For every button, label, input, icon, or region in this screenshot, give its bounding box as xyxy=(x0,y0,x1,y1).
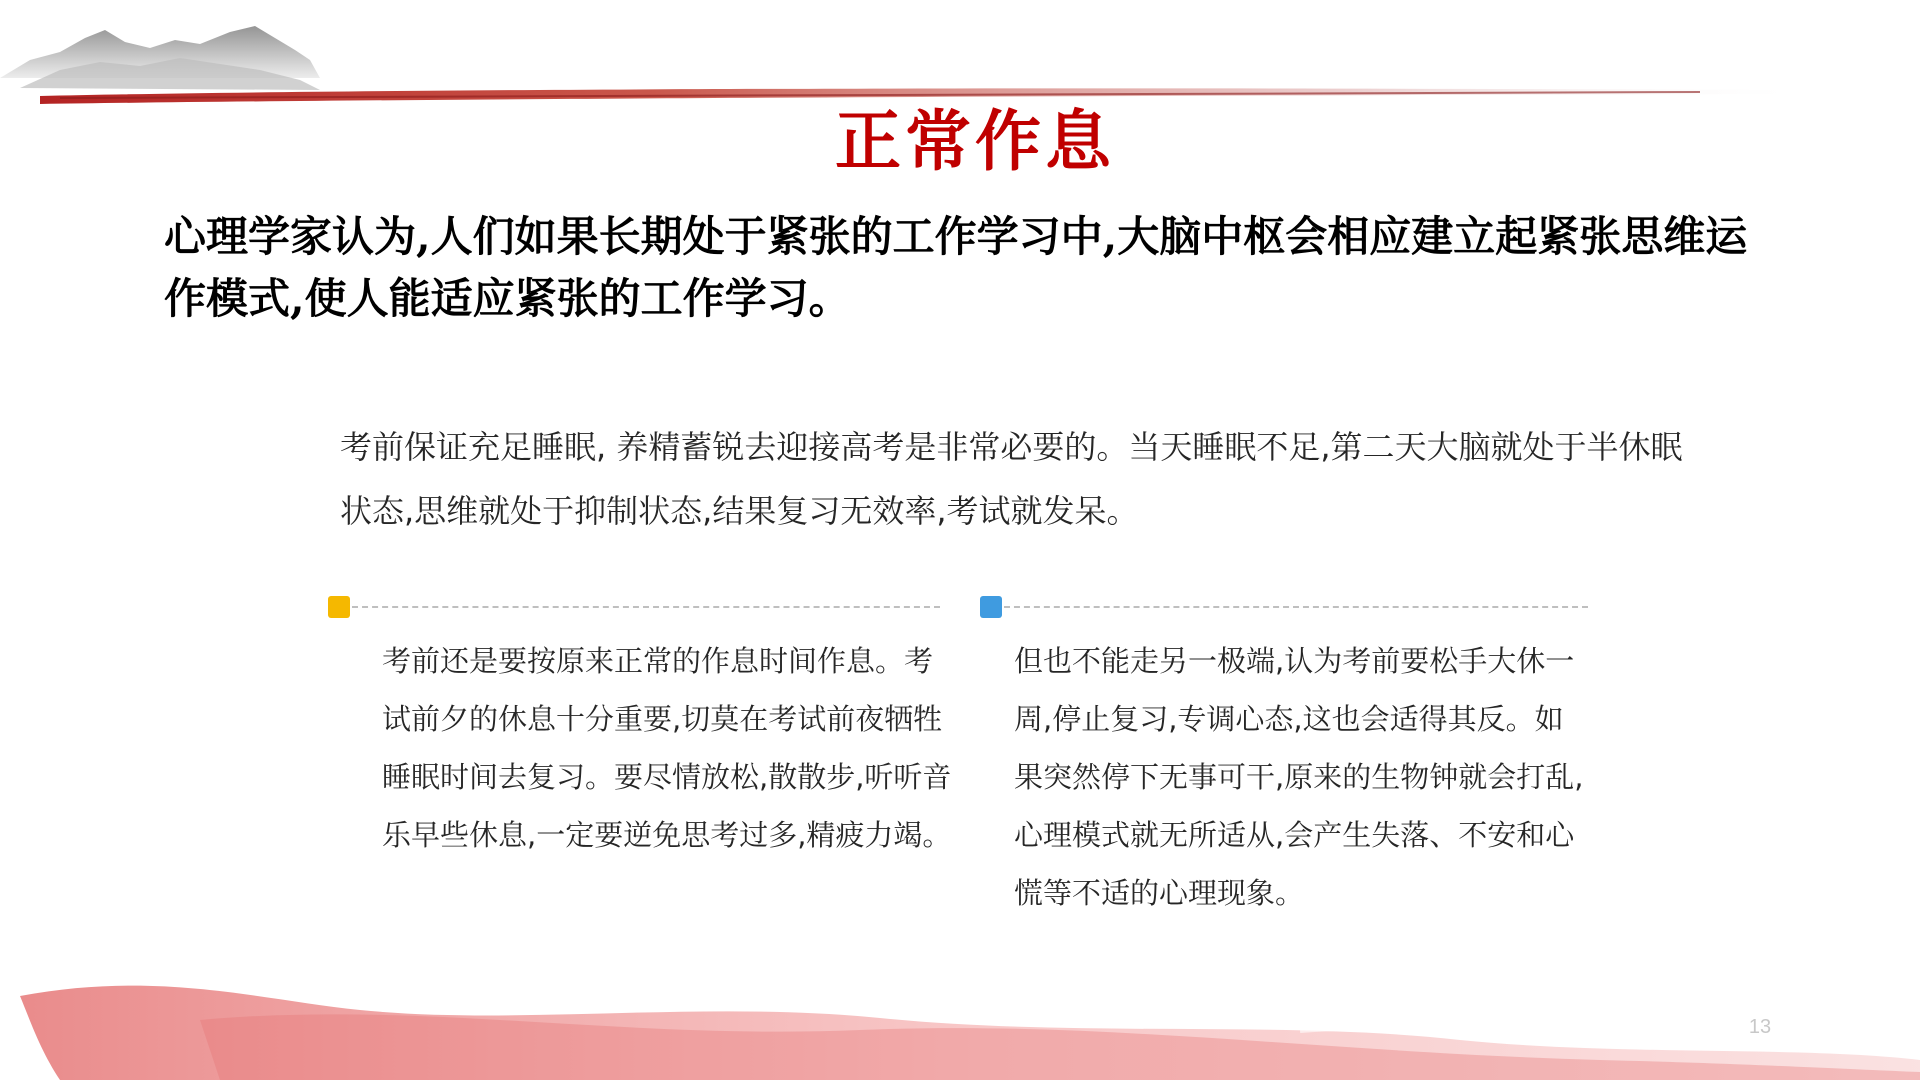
dashed-divider xyxy=(352,606,940,608)
right-column-header xyxy=(980,596,1588,618)
red-ribbon-decoration xyxy=(0,960,1920,1080)
dashed-divider xyxy=(1004,606,1588,608)
lead-statement: 心理学家认为,人们如果长期处于紧张的工作学习中,大脑中枢会相应建立起紧张思维运作模式,使人能适应紧张的工作学习。 xyxy=(164,212,1748,323)
left-column-text: 考前还是要按原来正常的作息时间作息。考试前夕的休息十分重要,切莫在考试前夜牺牲睡眠时间去复习。要尽情放松,散散步,听听音乐早些休息,一定要逆免思考过多,精疲力竭。 xyxy=(382,644,952,852)
right-column-text: 但也不能走另一极端,认为考前要松手大休一周,停止复习,专调心态,这也会适得其反。如果突然停下无事可干,原来的生物钟就会打乱,心理模式就无所适从,会产生失落、不安和心慌等不适的心理现象。 xyxy=(1014,644,1584,910)
intro-paragraph: 考前保证充足睡眠, 养精蓄锐去迎接高考是非常必要的。当天睡眠不足,第二天大脑就处于半休眠状态,思维就处于抑制状态,结果复习无效率,考试就发呆。 xyxy=(340,428,1683,530)
blue-square-icon xyxy=(980,596,1002,618)
page-number: 13 xyxy=(1748,1016,1772,1038)
yellow-square-icon xyxy=(328,596,350,618)
left-column-header xyxy=(328,596,940,618)
slide-title: 正常作息 xyxy=(835,103,1115,180)
